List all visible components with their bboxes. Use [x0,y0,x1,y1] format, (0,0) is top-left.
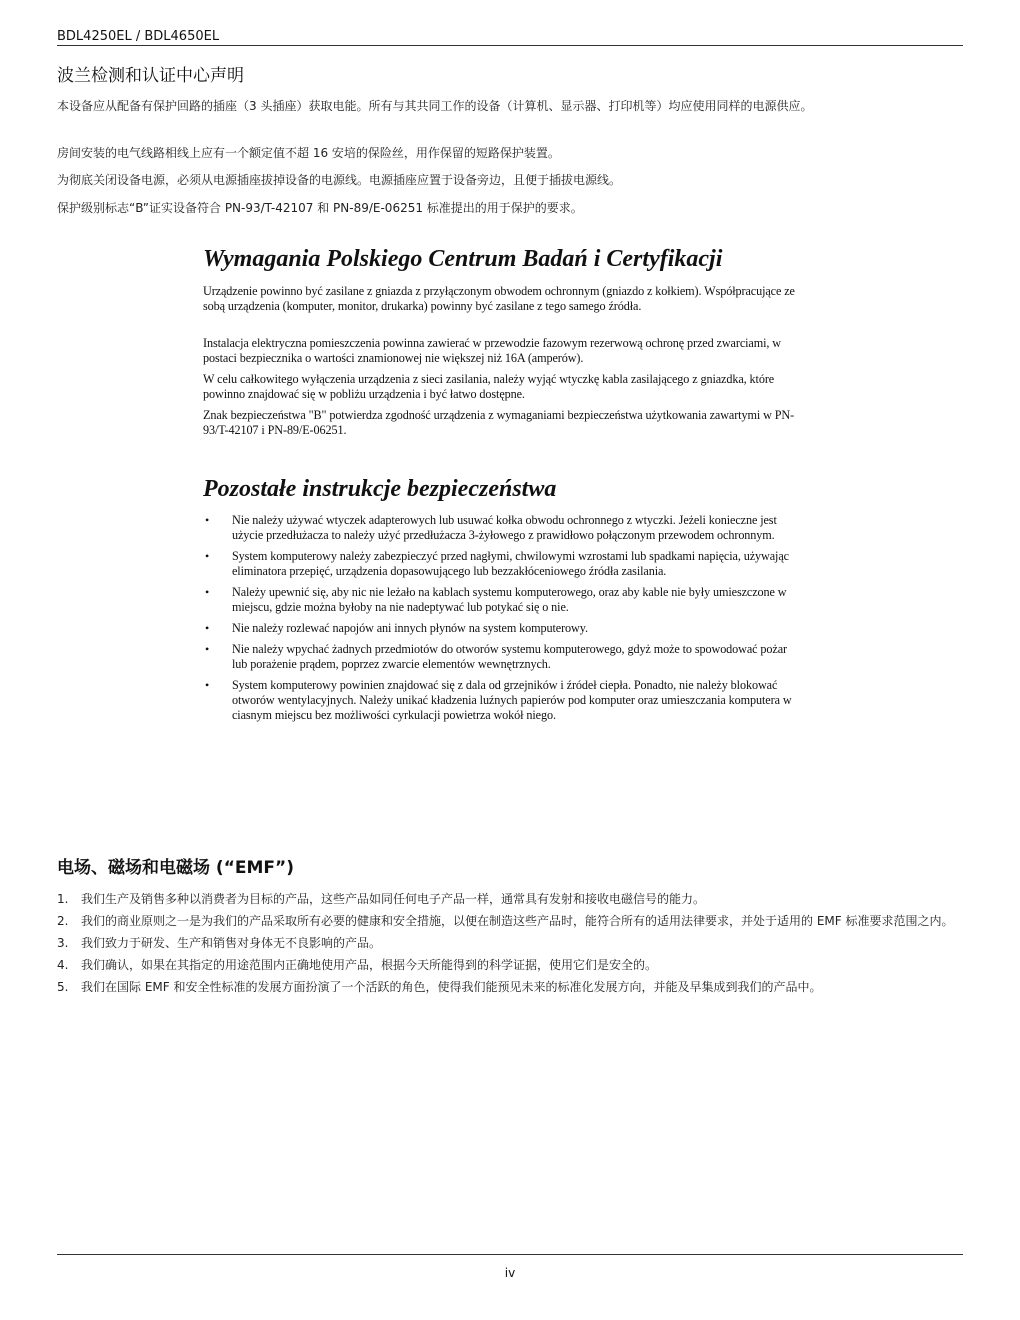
scan-title: Wymagania Polskiego Centrum Badań i Certyfikacji [203,246,723,272]
scan-paragraph-4: Znak bezpieczeństwa "B" potwierdza zgodność urządzenia z wymaganiami bezpieczeństwa użytkowania zawartymi w PN-93/T-42107 i PN-89/E-06251. [203,408,795,437]
scan-bullet-item: • Należy upewnić się, aby nic nie leżało na kablach systemu komputerowego, oraz aby kable nie były umieszczone w miejscu, gdzie można byłoby na nie nadeptywać lub potykać się o nie. [205,585,787,614]
poland-paragraph-4: 保护级别标志“B”证实设备符合 PN-93/T-42107 和 PN-89/E-06251 标准提出的用于保护的要求。 [57,201,583,215]
bullet-icon: • [205,678,210,692]
page-number: iv [504,1266,516,1280]
poland-paragraph-1: 本设备应从配备有保护回路的插座（3 头插座）获取电能。所有与其共同工作的设备（计算机、显示器、打印机等）均应使用同样的电源供应。 [57,99,813,113]
emf-list-item: 5. 我们在国际 EMF 和安全性标准的发展方面扮演了一个活跃的角色，使得我们能预见未来的标准化发展方向，并能及早集成到我们的产品中。 [57,980,822,994]
scan-subtitle: Pozostałe instrukcje bezpieczeństwa [203,476,557,502]
scan-bullet-item: • Nie należy używać wtyczek adapterowych lub usuwać kołka obwodu ochronnego z wtyczki. Jeżeli konieczne jest użycie przedłużacza to należy użyć przedłużacza 3-żyłowego z prawidłowo połączonym przewodem ochronnym. [205,513,777,542]
scan-paragraph-1: Urządzenie powinno być zasilane z gniazda z przyłączonym obwodem ochronnym (gniazdo z kołkiem). Współpracujące ze sobą urządzenia (komputer, monitor, drukarka) powinny być zasilane z tego samego źródła. [203,284,795,313]
emf-list-item: 2. 我们的商业原则之一是为我们的产品采取所有必要的健康和安全措施，以便在制造这些产品时，能符合所有的适用法律要求，并处于适用的 EMF 标准要求范围之内。 [57,914,954,928]
bullet-icon: • [205,621,210,635]
bullet-icon: • [205,549,210,563]
emf-section-title: 电场、磁场和电磁场 (“EMF”) [57,858,294,878]
scan-bullet-item: • System komputerowy powinien znajdować się z dala od grzejników i źródeł ciepła. Ponadto, nie należy blokować otworów wentylacyjnych. Należy unikać kładzenia luźnych papierów pod komputer oraz umieszczania komputera w ciasnym miejscu bez możliwości cyrkulacji powietrza wokół niego. [205,678,792,722]
bullet-icon: • [205,513,210,527]
scan-bullet-item: • System komputerowy należy zabezpieczyć przed nagłymi, chwilowymi wzrostami lub spadkami napięcia, używając eliminatora przepięć, urządzenia dopasowującego lub bezzakłóceniowego źródła zasilania. [205,549,789,578]
poland-paragraph-3: 为彻底关闭设备电源，必须从电源插座拔掉设备的电源线。电源插座应置于设备旁边，且便于插拔电源线。 [57,173,622,187]
poland-paragraph-2: 房间安装的电气线路相线上应有一个额定值不超 16 安培的保险丝，用作保留的短路保护装置。 [57,146,560,160]
bullet-icon: • [205,585,210,599]
emf-list-item: 4. 我们确认，如果在其指定的用途范围内正确地使用产品，根据今天所能得到的科学证据，使用它们是安全的。 [57,958,658,972]
scan-paragraph-3: W celu całkowitego wyłączenia urządzenia z sieci zasilania, należy wyjąć wtyczkę kabla zasilającego z gniazdka, które powinno znajdować się w pobliżu urządzenia i być łatwo dostępne. [203,372,775,401]
scan-paragraph-2: Instalacja elektryczna pomieszczenia powinna zawierać w przewodzie fazowym rezerwową ochronę przed zwarciami, w postaci bezpiecznika o wartości znamionowej nie większej niż 16A (amperów). [203,336,781,365]
emf-list-item: 3. 我们致力于研发、生产和销售对身体无不良影响的产品。 [57,936,382,950]
bullet-icon: • [205,642,210,656]
emf-numbered-list [57,891,962,1001]
scan-bullet-item: • Nie należy wpychać żadnych przedmiotów do otworów systemu komputerowego, gdyż może to spowodować pożar lub porażenie prądem, poprzez zwarcie elementów wewnętrznych. [205,642,788,671]
emf-list-item: 1. 我们生产及销售多种以消费者为目标的产品，这些产品如同任何电子产品一样，通常具有发射和接收电磁信号的能力。 [57,892,706,906]
footer-divider [57,1254,963,1255]
page-header [57,29,963,46]
polish-certification-scan [200,240,810,780]
scan-bullet-list [200,513,810,729]
poland-section-title: 波兰检测和认证中心声明 [57,66,244,86]
model-name: BDL4250EL / BDL4650EL [57,29,220,44]
scan-bullet-item: • Nie należy rozlewać napojów ani innych płynów na system komputerowy. [205,621,588,635]
